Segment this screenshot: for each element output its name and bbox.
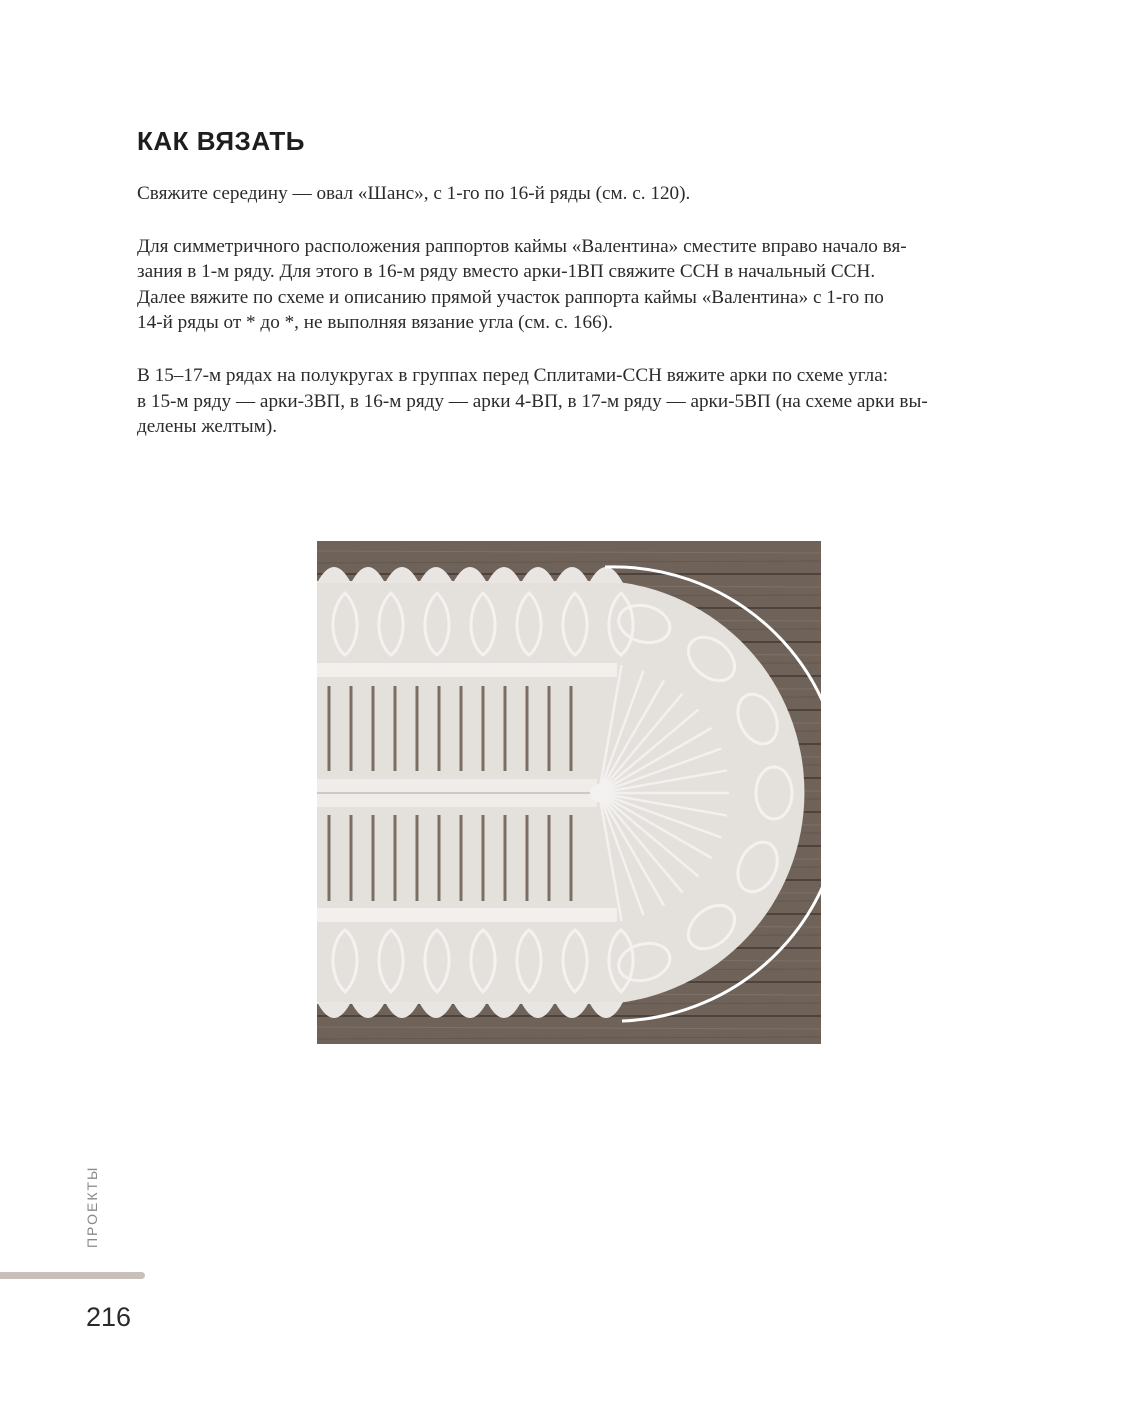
text-line: 14-й ряды от * до *, не выполняя вязание угла (см. с. 166).: [137, 312, 613, 334]
text-line: делены желтым).: [137, 416, 278, 438]
paragraph-2: [137, 234, 997, 336]
section-label: ПРОЕКТЫ: [84, 1165, 100, 1248]
doily-photo: [317, 541, 821, 1044]
section-heading: КАК ВЯЗАТЬ: [137, 126, 305, 156]
section-marker-bar: [0, 1272, 145, 1279]
text-line: В 15–17-м рядах на полукругах в группах перед Сплитами-ССН вяжите арки по схеме угла:: [137, 364, 889, 386]
text-line: в 15-м ряду — арки-3ВП, в 16-м ряду — арки 4-ВП, в 17-м ряду — арки-5ВП (на схеме арки вы-: [137, 390, 928, 412]
text-line: Далее вяжите по схеме и описанию прямой участок раппорта каймы «Валентина» с 1-го по: [137, 286, 884, 308]
paragraph-1: [137, 181, 997, 207]
doily: [317, 567, 804, 1018]
text-line: Для симметричного расположения раппортов каймы «Валентина» сместите вправо начало вя-: [137, 235, 907, 257]
page-number: 216: [86, 1302, 132, 1332]
text-line: Свяжите середину — овал «Шанс», с 1-го по 16-й ряды (см. с. 120).: [137, 183, 691, 204]
text-line: зания в 1-м ряду. Для этого в 16-м ряду вместо арки-1ВП свяжите ССН в начальный ССН.: [137, 261, 876, 283]
instructions-text: [137, 181, 997, 467]
doily-illustration: [317, 541, 821, 1044]
paragraph-3: [137, 363, 997, 440]
